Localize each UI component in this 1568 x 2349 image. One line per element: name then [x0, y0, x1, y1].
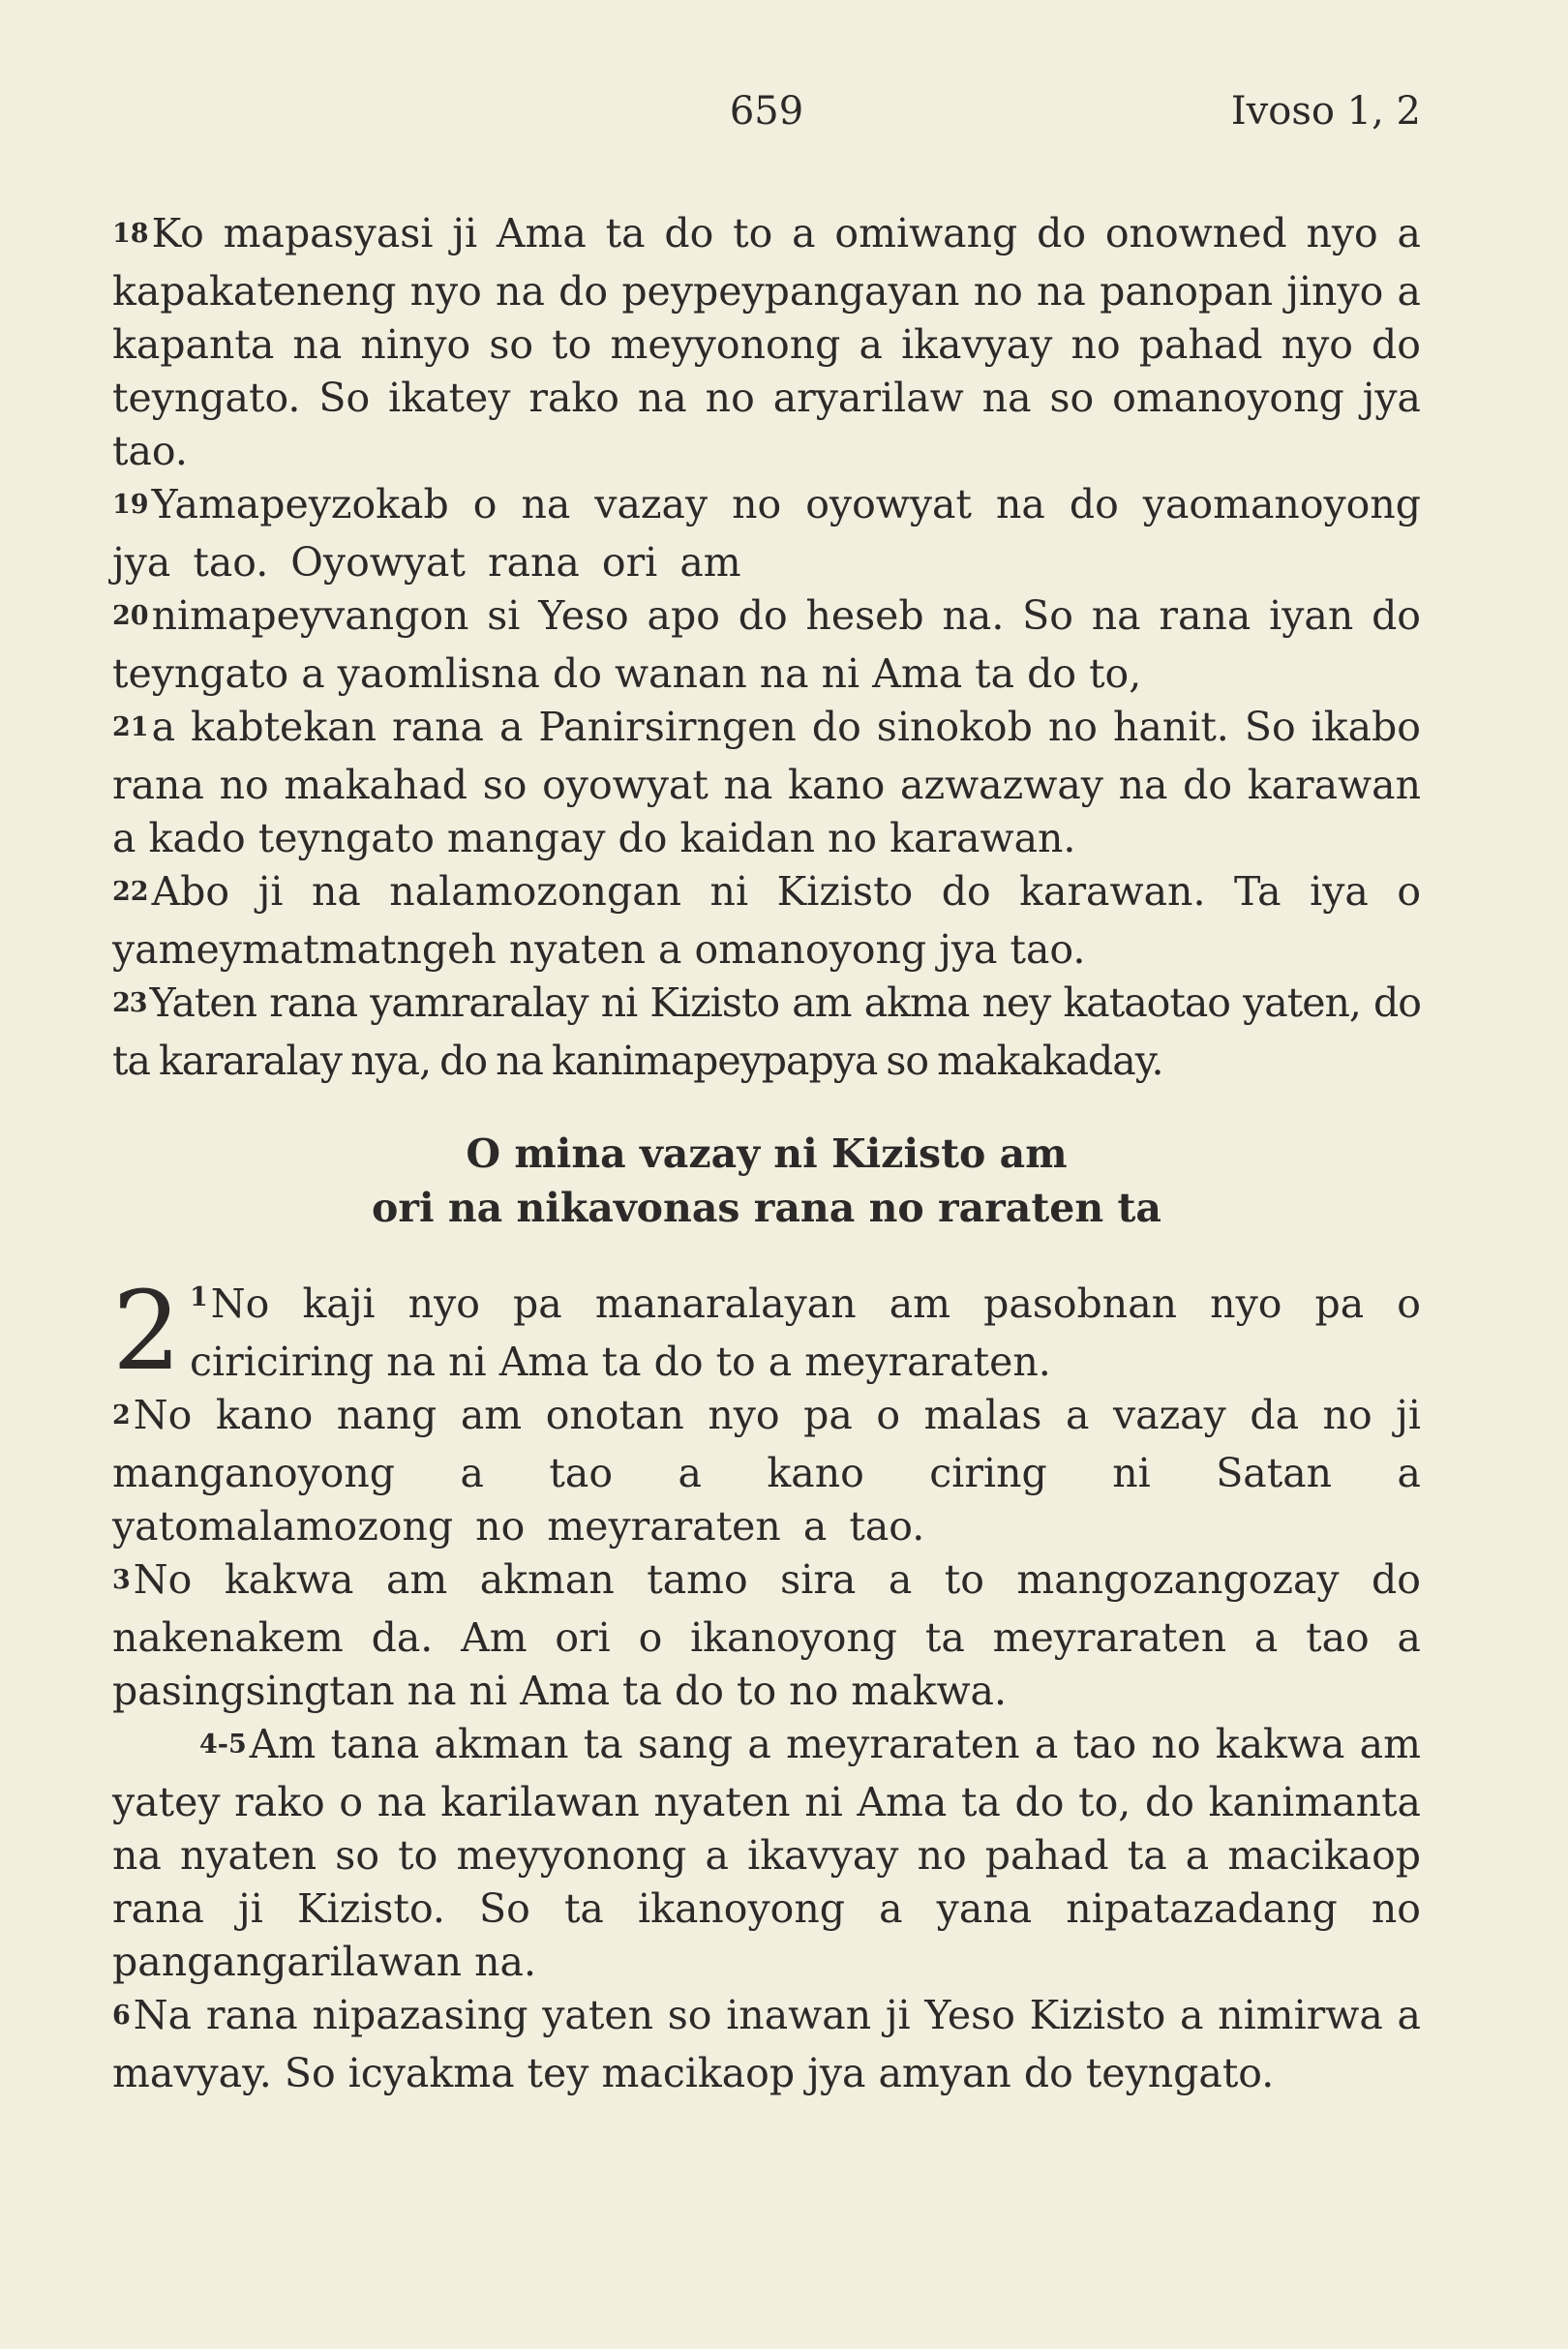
verse-19: [112, 478, 1421, 589]
verse-text: Yaten rana yamraralay ni Kizisto am akma ney kataotao yaten, do ta kararalay nya, do na kanimapeypapya so makakaday.: [112, 979, 1421, 1084]
page-number: 659: [729, 89, 804, 134]
running-header: [112, 89, 1421, 147]
verse-text: a kabtekan rana a Panirsirngen do sinokob no hanit. So ikabo rana no makahad so oyowyat na kano azwazway na do karawan a kado teyngato mangay do kaidan no karawan.: [112, 704, 1421, 861]
verse-21: [112, 701, 1421, 865]
section-heading: [112, 1127, 1421, 1235]
verse-number: 18: [112, 219, 149, 249]
verse-number: 1: [190, 1282, 208, 1312]
section-heading-line-2: ori na nikavonas rana no raraten ta: [372, 1185, 1161, 1231]
verse-number: 6: [112, 2001, 131, 2031]
verse-text: Ko mapasyasi ji Ama ta do to a omiwang do onowned nyo a kapakateneng nyo na do peypeypangayan no na panopan jinyo a kapanta na ninyo so to meyyonong a ikavyay no pahad nyo do teyngato. So ikatey rako na no aryarilaw na so omanoyong jya tao.: [112, 210, 1421, 474]
verse-2: [112, 1389, 1421, 1553]
verse-18: [112, 207, 1421, 478]
verse-number: 19: [112, 490, 149, 520]
scripture-text: [112, 207, 1421, 2100]
verse-number: 23: [112, 988, 147, 1018]
verse-3: [112, 1553, 1421, 1718]
chapter-number: 2: [112, 1269, 182, 1395]
verse-number: 20: [112, 601, 149, 631]
verse-text: Yamapeyzokab o na vazay no oyowyat na do yaomanoyong jya tao. Oyowyat rana ori am: [112, 481, 1421, 586]
verse-text: No kano nang am onotan nyo pa o malas a vazay da no ji manganoyong a tao a kano ciring ni Satan a yatomalamozong no meyraraten a tao.: [112, 1392, 1421, 1550]
verse-6: [112, 1989, 1421, 2100]
verse-number: 4-5: [199, 1730, 247, 1760]
verse-text: Abo ji na nalamozongan ni Kizisto do karawan. Ta iya o yameymatmatngeh nyaten a omanoyong jya tao.: [112, 868, 1421, 973]
verse-number: 21: [112, 712, 149, 742]
book-reference: Ivoso 1, 2: [1230, 89, 1421, 134]
verse-23: [112, 977, 1421, 1088]
verse-22: [112, 865, 1421, 977]
verse-number: 22: [112, 877, 149, 907]
verse-text: Am tana akman ta sang a meyraraten a tao no kakwa am yatey rako o na karilawan nyaten ni Ama ta do to, do kanimanta na nyaten so to meyyonong a ikavyay no pahad ta a macikaop rana ji Kizisto. So ta ikanoyong a yana nipatazadang no pangangarilawan na.: [112, 1721, 1421, 1985]
verse-4-5: [112, 1718, 1421, 1989]
verse-text: No kaji nyo pa manaralayan am pasobnan nyo pa o ciriciring na ni Ama ta do to a meyraraten.: [190, 1280, 1421, 1385]
verse-number: 2: [112, 1400, 131, 1430]
chapter-2-verse-1: [112, 1269, 1421, 1395]
verse-text: No kakwa am akman tamo sira a to mangozangozay do nakenakem da. Am ori o ikanoyong ta meyraraten a tao a pasingsingtan na ni Ama ta do to no makwa.: [112, 1556, 1421, 1714]
verse-text: Na rana nipazasing yaten so inawan ji Yeso Kizisto a nimirwa a mavyay. So icyakma tey macikaop jya amyan do teyngato.: [112, 1992, 1421, 2096]
verse-text: nimapeyvangon si Yeso apo do heseb na. So na rana iyan do teyngato a yaomlisna do wanan na ni Ama ta do to,: [112, 592, 1421, 697]
verse-number: 3: [112, 1565, 131, 1595]
section-heading-line-1: O mina vazay ni Kizisto am: [466, 1130, 1068, 1177]
verse-20: [112, 589, 1421, 701]
bible-page: [112, 0, 1421, 2349]
